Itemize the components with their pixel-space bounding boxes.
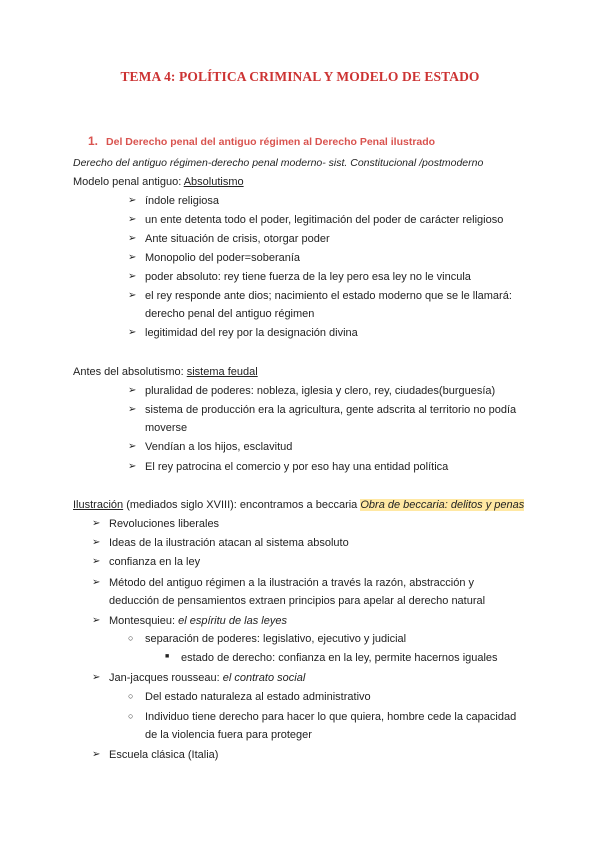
arrow-bullet-icon: ➢ [128, 233, 137, 244]
list-item: Ante situación de crisis, otorgar poder [145, 233, 330, 245]
arrow-bullet-icon: ➢ [128, 461, 137, 472]
arrow-bullet-icon: ➢ [128, 195, 137, 206]
list-item: separación de poderes: legislativo, ejecutivo y judicial [145, 633, 407, 645]
list-item: Del estado naturaleza al estado administrativo [145, 691, 371, 703]
arrow-bullet-icon: ➢ [128, 385, 137, 396]
absolutismo-label: Absolutismo [183, 176, 244, 188]
montesquieu-label: Montesquieu: [109, 615, 179, 627]
arrow-bullet-icon: ➢ [128, 214, 137, 225]
list-item: un ente detenta todo el poder, legitimación del poder de carácter religioso [145, 214, 504, 226]
list-item: Ideas de la ilustración atacan al sistema absoluto [109, 537, 349, 549]
section-heading [88, 134, 435, 148]
arrow-bullet-icon: ➢ [128, 271, 137, 282]
rousseau-item [109, 671, 305, 685]
list-item: legitimidad del rey por la designación divina [145, 327, 358, 339]
ilustracion-label: Ilustración [73, 499, 124, 511]
montesquieu-item [109, 614, 287, 628]
feudal-label: sistema feudal [186, 366, 258, 378]
list-item-continuation: deducción de pensamientos extraen principios para apelar al derecho natural [109, 595, 486, 607]
list-item: Monopolio del poder=soberanía [145, 252, 301, 264]
arrow-bullet-icon: ➢ [92, 577, 101, 588]
section-title: Del Derecho penal del antiguo régimen al Derecho Penal ilustrado [106, 136, 436, 148]
list-item: Individuo tiene derecho para hacer lo que quiera, hombre cede la capacidad [145, 711, 517, 723]
list-item: confianza en la ley [109, 556, 201, 568]
absolutismo-heading [73, 175, 244, 189]
rousseau-work: el contrato social [222, 672, 306, 684]
page-title: TEMA 4: POLÍTICA CRIMINAL Y MODELO DE ESTADO [120, 69, 480, 84]
arrow-bullet-icon: ➢ [92, 672, 101, 683]
square-bullet-icon: ■ [165, 653, 170, 660]
section-number: 1. [88, 134, 99, 148]
list-item: Método del antiguo régimen a la ilustración a través la razón, abstracción y [109, 577, 475, 589]
montesquieu-work: el espíritu de las leyes [178, 615, 287, 627]
subtitle: Derecho del antiguo régimen-derecho penal moderno- sist. Constitucional /postmoderno [73, 157, 484, 169]
circle-bullet-icon: ○ [128, 691, 134, 701]
arrow-bullet-icon: ➢ [128, 404, 137, 415]
circle-bullet-icon: ○ [128, 711, 134, 721]
list-item-continuation: derecho penal del antiguo régimen [145, 308, 315, 320]
list-item: Vendían a los hijos, esclavitud [145, 441, 293, 453]
list-item: pluralidad de poderes: nobleza, iglesia y clero, rey, ciudades(burguesía) [145, 385, 496, 397]
feudal-heading [73, 365, 258, 379]
list-item: El rey patrocina el comercio y por eso hay una entidad política [145, 461, 449, 473]
arrow-bullet-icon: ➢ [128, 327, 137, 338]
arrow-bullet-icon: ➢ [92, 749, 101, 760]
list-item: Escuela clásica (Italia) [109, 749, 219, 761]
rousseau-label: Jan-jacques rousseau: [109, 672, 223, 684]
arrow-bullet-icon: ➢ [92, 556, 101, 567]
arrow-bullet-icon: ➢ [128, 441, 137, 452]
list-item-continuation: moverse [145, 422, 188, 434]
arrow-bullet-icon: ➢ [92, 518, 101, 529]
list-item: Revoluciones liberales [109, 518, 220, 530]
list-item: estado de derecho: confianza en la ley, permite hacernos iguales [181, 652, 498, 664]
arrow-bullet-icon: ➢ [92, 615, 101, 626]
feudal-intro: Antes del absolutismo: [73, 366, 187, 378]
circle-bullet-icon: ○ [128, 633, 134, 643]
list-item: el rey responde ante dios; nacimiento el estado moderno que se le llamará: [145, 290, 512, 302]
arrow-bullet-icon: ➢ [128, 252, 137, 263]
absolutismo-intro: Modelo penal antiguo: [73, 176, 184, 188]
ilustracion-heading [73, 498, 524, 512]
arrow-bullet-icon: ➢ [92, 537, 101, 548]
arrow-bullet-icon: ➢ [128, 290, 137, 301]
list-item: poder absoluto: rey tiene fuerza de la ley pero esa ley no le vincula [145, 271, 471, 283]
list-item-continuation: de la violencia fuera para proteger [145, 729, 312, 741]
highlighted-text: Obra de beccaria: delitos y penas [360, 499, 525, 511]
ilustracion-intro: (mediados siglo XVIII): encontramos a beccaria [123, 499, 361, 511]
list-item: sistema de producción era la agricultura, gente adscrita al territorio no podía [145, 404, 517, 416]
list-item: índole religiosa [145, 195, 219, 207]
